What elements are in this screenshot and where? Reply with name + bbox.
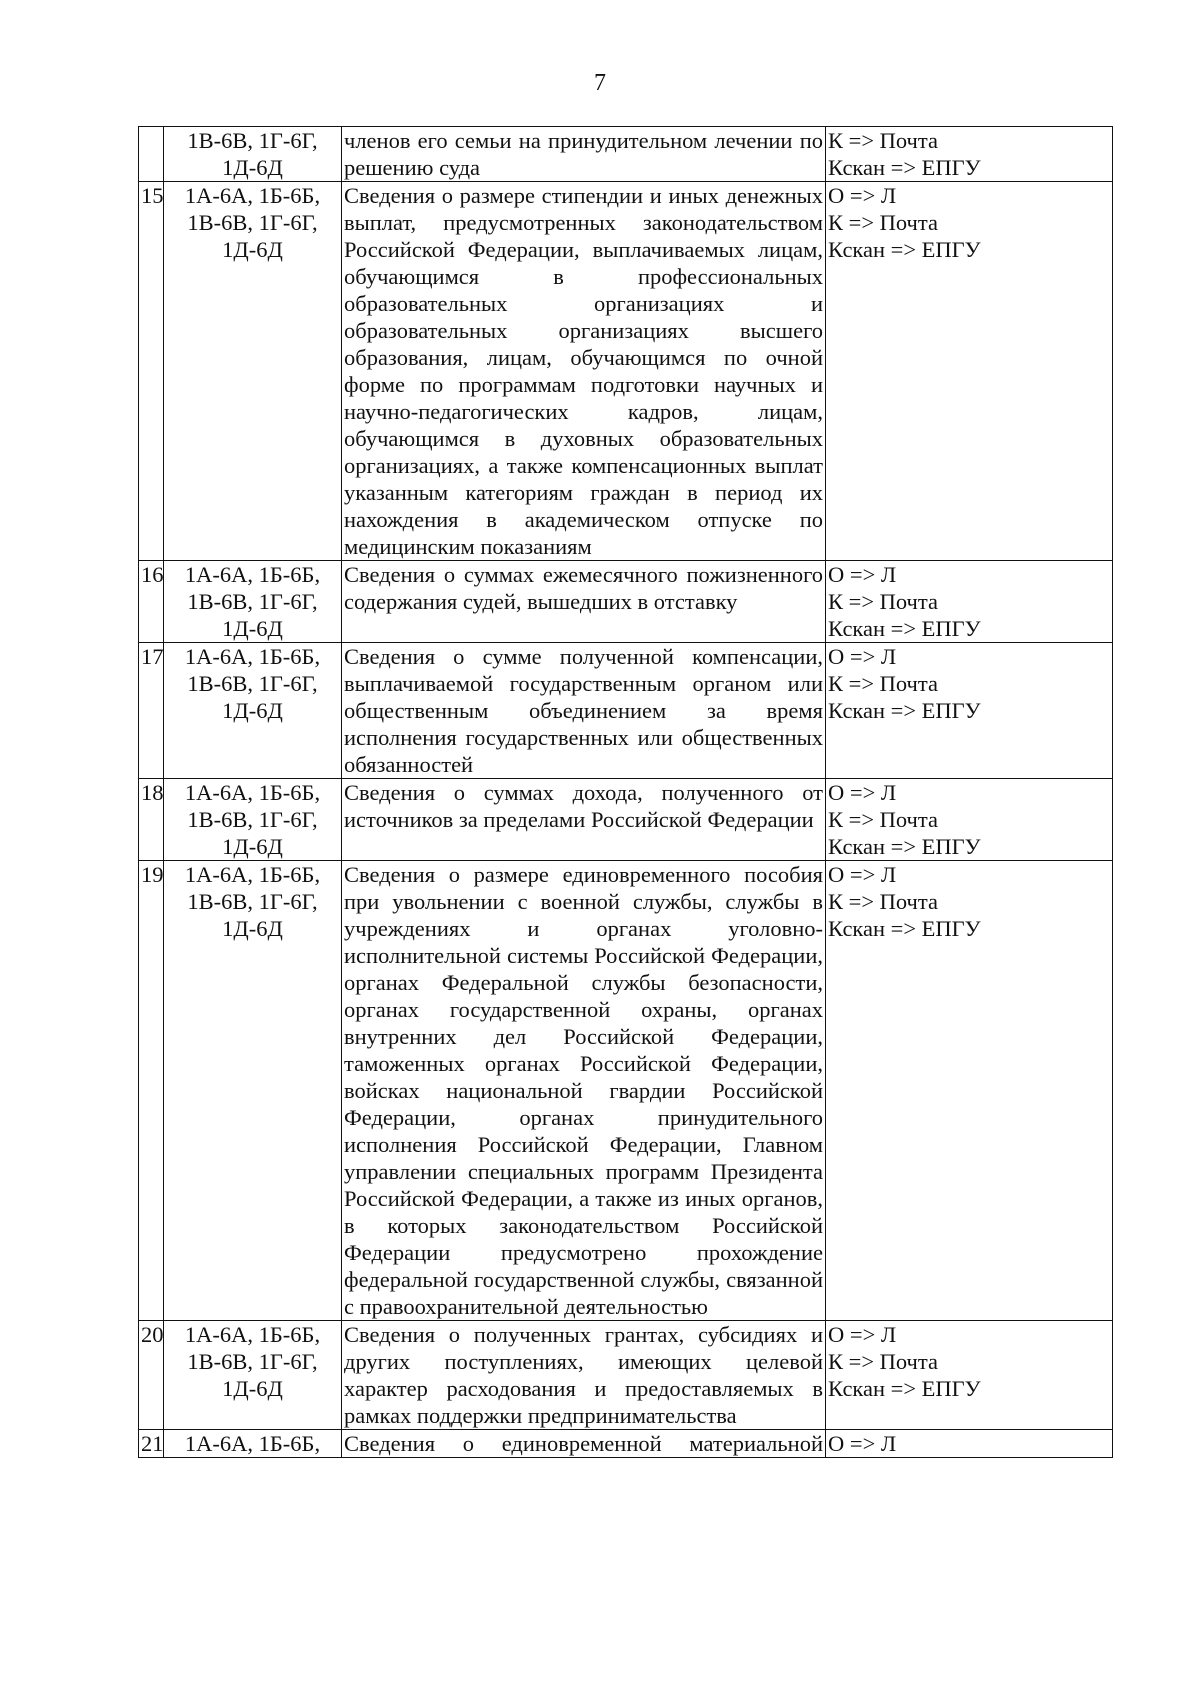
table-row [139,861,1113,1321]
row-categories: 1В-6В, 1Г-6Г, 1Д-6Д [164,127,342,182]
row-description: членов его семьи на принудительном лечении по решению суда [342,127,826,182]
row-categories: 1А-6А, 1Б-6Б, 1В-6В, 1Г-6Г, 1Д-6Д [164,861,342,1321]
route-line: К => Почта [828,589,938,614]
route-line: К => Почта [828,807,938,832]
row-number: 16 [139,561,164,643]
table-row [139,1321,1113,1430]
row-description: Сведения о суммах ежемесячного пожизненного содержания судей, вышедших в отставку [342,561,826,643]
row-categories: 1А-6А, 1Б-6Б, [164,1430,342,1458]
route-line: О => Л [828,562,897,587]
route-line: Кскан => ЕПГУ [828,916,981,941]
row-routes [826,561,1113,643]
route-line: К => Почта [828,889,938,914]
route-line: К => Почта [828,128,938,153]
row-categories: 1А-6А, 1Б-6Б, 1В-6В, 1Г-6Г, 1Д-6Д [164,561,342,643]
route-line: О => Л [828,183,897,208]
row-routes [826,127,1113,182]
route-line: К => Почта [828,210,938,235]
row-number: 15 [139,182,164,561]
row-description: Сведения о размере стипендии и иных денежных выплат, предусмотренных законодательством Российской Федерации, выплачиваемых лицам, обучающимся в профессиональных образовательных организациях и образовательных организациях высшего образования, лицам, обучающимся по очной форме по программам подготовки научных и научно-педагогических кадров, лицам, обучающимся в духовных образовательных организациях, а также компенсационных выплат указанным категориям граждан в период их нахождения в академическом отпуске по медицинским показаниям [342,182,826,561]
page-number: 7 [594,70,606,96]
row-routes [826,1430,1113,1458]
route-line: Кскан => ЕПГУ [828,1376,981,1401]
row-categories: 1А-6А, 1Б-6Б, 1В-6В, 1Г-6Г, 1Д-6Д [164,779,342,861]
document-table [138,126,1113,1458]
table-row [139,561,1113,643]
row-categories: 1А-6А, 1Б-6Б, 1В-6В, 1Г-6Г, 1Д-6Д [164,182,342,561]
route-line: Кскан => ЕПГУ [828,698,981,723]
table-row [139,182,1113,561]
row-categories: 1А-6А, 1Б-6Б, 1В-6В, 1Г-6Г, 1Д-6Д [164,1321,342,1430]
route-line: О => Л [828,644,897,669]
route-line: О => Л [828,1322,897,1347]
row-categories: 1А-6А, 1Б-6Б, 1В-6В, 1Г-6Г, 1Д-6Д [164,643,342,779]
row-number: 17 [139,643,164,779]
row-number: 19 [139,861,164,1321]
row-description: Сведения о сумме полученной компенсации, выплачиваемой государственным органом или общественным объединением за время исполнения государственных или общественных обязанностей [342,643,826,779]
table-row [139,1430,1113,1458]
route-line: К => Почта [828,1349,938,1374]
route-line: О => Л [828,862,897,887]
table-row [139,643,1113,779]
row-routes [826,861,1113,1321]
row-description: Сведения о полученных грантах, субсидиях и других поступлениях, имеющих целевой характер расходования и предоставляемых в рамках поддержки предпринимательства [342,1321,826,1430]
route-line: Кскан => ЕПГУ [828,155,981,180]
row-number: 20 [139,1321,164,1430]
row-number: 21 [139,1430,164,1458]
route-line: Кскан => ЕПГУ [828,237,981,262]
row-number: 18 [139,779,164,861]
route-line: Кскан => ЕПГУ [828,616,981,641]
row-routes [826,779,1113,861]
row-routes [826,1321,1113,1430]
table-row [139,127,1113,182]
route-line: О => Л [828,1431,897,1456]
row-routes [826,643,1113,779]
route-line: К => Почта [828,671,938,696]
table-row [139,779,1113,861]
row-description: Сведения о размере единовременного пособия при увольнении с военной службы, службы в учреждениях и органах уголовно-исполнительной системы Российской Федерации, органах Федеральной службы безопасности, органах государственной охраны, органах внутренних дел Российской Федерации, таможенных органах Российской Федерации, войсках национальной гвардии Российской Федерации, органах принудительного исполнения Российской Федерации, Главном управлении специальных программ Президента Российской Федерации, а также из иных органов, в которых законодательством Российской Федерации предусмотрено прохождение федеральной государственной службы, связанной с правоохранительной деятельностью [342,861,826,1321]
route-line: Кскан => ЕПГУ [828,834,981,859]
route-line: О => Л [828,780,897,805]
row-number [139,127,164,182]
row-description: Сведения о суммах дохода, полученного от источников за пределами Российской Федерации [342,779,826,861]
row-description: Сведения о единовременной материальной [342,1430,826,1458]
row-routes [826,182,1113,561]
